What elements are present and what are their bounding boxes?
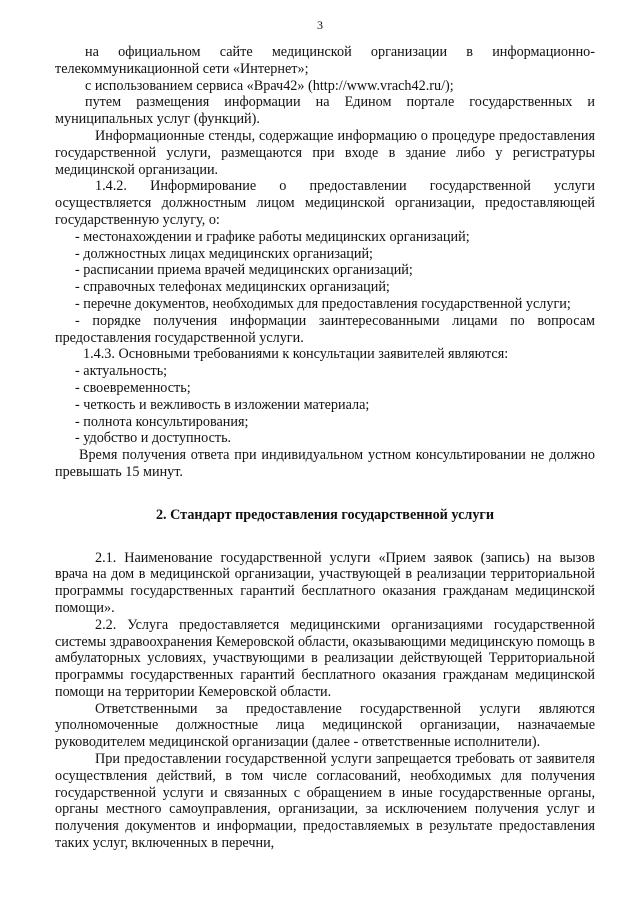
list-item: - справочных телефонах медицинских организаций; <box>75 279 390 296</box>
list-item: - местонахождении и графике работы медицинских организаций; <box>75 228 470 245</box>
list-item: - порядке получения информации заинтересованными лицами по вопросам предоставления государственной услуги. <box>55 312 595 346</box>
paragraph: Ответственными за предоставление государственной услуги являются уполномоченные должностные лица медицинской организации, назначаемые руководителем медицинской организации (далее - ответственные исполнители). <box>55 700 595 751</box>
list-item: - расписании приема врачей медицинских организаций; <box>75 262 413 279</box>
requirements-list <box>55 363 595 447</box>
paragraph: При предоставлении государственной услуги запрещается требовать от заявителя осуществления действий, в том числе согласований, необходимых для получения государственной услуги и связанных с обращением в иные государственные органы, органы местного самоуправления, организации, за исключением получения услуг и получения документов и информации, предоставляемых в результате предоставления таких услуг, включенных в перечни, <box>55 751 595 852</box>
paragraph: 2.1. Наименование государственной услуги «Прием заявок (запись) на вызов врача на дом в медицинской организации, участвующей в реализации территориальной программы государственных гарантий бесплатного оказания гражданам медицинской помощи». <box>55 549 595 616</box>
list-item: - перечне документов, необходимых для предоставления государственной услуги; <box>75 295 571 312</box>
paragraph: на официальном сайте медицинской организации в информационно-телекоммуникационной сети «Интернет»; <box>55 44 595 77</box>
paragraph: путем размещения информации на Едином портале государственных и муниципальных услуг (функций). <box>55 94 595 128</box>
page-number: 3 <box>317 18 323 32</box>
list-item: - удобство и доступность. <box>75 430 232 447</box>
info-topics-list <box>55 229 595 347</box>
list-item: - актуальность; <box>75 363 168 380</box>
paragraph: 1.4.2. Информирование о предоставлении государственной услуги осуществляется должностным лицом медицинской организации, предоставляющей государственную услугу, о: <box>55 178 595 228</box>
list-item: - полнота консультирования; <box>75 413 249 430</box>
list-item: - должностных лицах медицинских организаций; <box>75 245 373 262</box>
list-item: - четкость и вежливость в изложении материала; <box>75 396 370 413</box>
paragraph: Время получения ответа при индивидуальном устном консультировании не должно превышать 15 минут. <box>55 447 595 480</box>
paragraph: 2.2. Услуга предоставляется медицинскими организациями государственной системы здравоохранения Кемеровской области, оказывающими медицинскую помощь в амбулаторных условиях, участвующими в реализации действующей Территориальной программы государственных гарантий бесплатного оказания гражданам медицинской помощи на территории Кемеровской области. <box>55 616 595 700</box>
document-body <box>55 44 595 852</box>
section-heading: 2. Стандарт предоставления государственной услуги <box>155 506 495 523</box>
paragraph: 1.4.3. Основными требованиями к консультации заявителей являются: <box>83 346 509 363</box>
paragraph: Информационные стенды, содержащие информацию о процедуре предоставления государственной услуги, размещаются при входе в здание либо у регистратуры медицинской организации. <box>55 127 595 178</box>
paragraph: с использованием сервиса «Врач42» (http://www.vrach42.ru/); <box>85 77 454 94</box>
list-item: - своевременность; <box>75 379 191 396</box>
